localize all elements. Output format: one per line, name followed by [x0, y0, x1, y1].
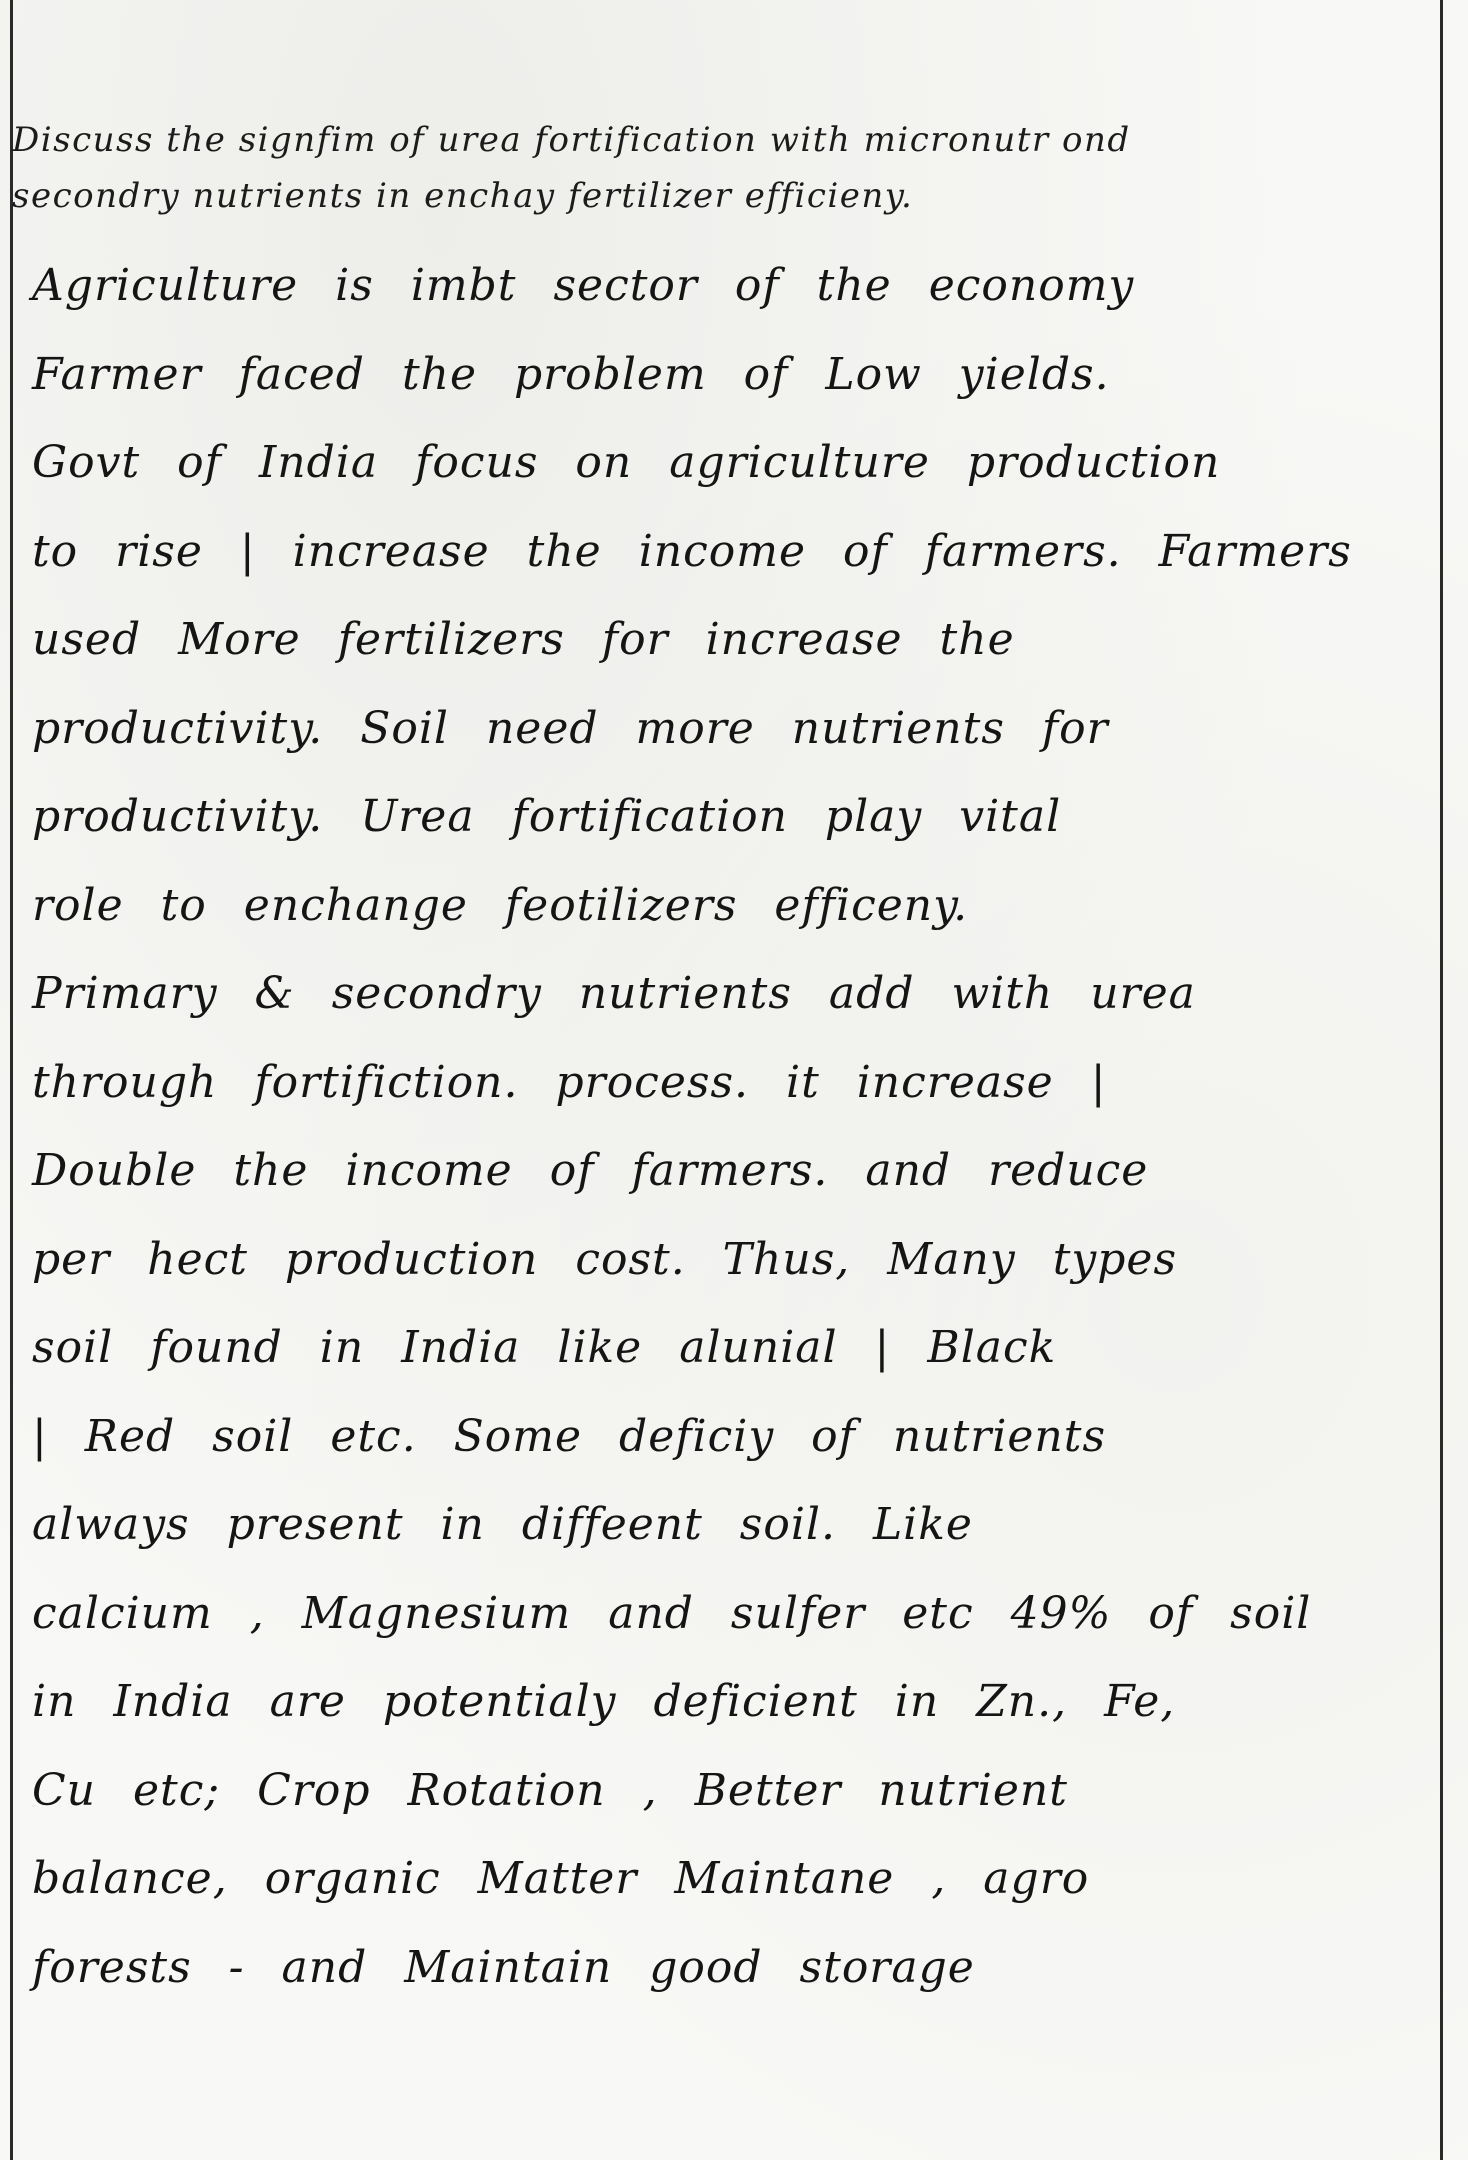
right-margin-line — [1440, 0, 1443, 2160]
answer-line: in India are potentialy deficient in Zn., Fe, — [32, 1676, 1176, 1727]
answer-line: calcium , Magnesium and sulfer etc 49% of soil — [32, 1587, 1312, 1639]
answer-line: balance, organic Matter Maintane , agro — [32, 1853, 1090, 1904]
answer-line: | Red soil etc. Some deficiy of nutrients — [32, 1410, 1107, 1462]
answer-line: Primary & secondry nutrients add with urea — [32, 968, 1196, 1019]
answer-line: forests - and Maintain good storage — [32, 1941, 975, 1993]
answer-line: always present in diffeent soil. Like — [32, 1499, 973, 1550]
answer-line: Agriculture is imbt sector of the economy — [32, 260, 1135, 311]
answer-line: used More fertilizers for increase the — [32, 614, 1015, 665]
answer-line: productivity. Urea fortification play vital — [32, 791, 1062, 842]
answer-line: Cu etc; Crop Rotation , Better nutrient — [32, 1764, 1068, 1816]
question-line: Discuss the signfim of urea fortification with micronutr ond — [12, 120, 1131, 160]
answer-line: Govt of India focus on agriculture production — [32, 437, 1221, 488]
answer-line: Double the income of farmers. and reduce — [32, 1145, 1149, 1196]
question-line: secondry nutrients in enchay fertilizer efficieny. — [12, 176, 914, 216]
answer-line: Farmer faced the problem of Low yields. — [32, 348, 1110, 400]
answer-line: through fortifiction. process. it increase | — [32, 1056, 1107, 1108]
answer-block — [12, 242, 1432, 2012]
question-block — [12, 112, 1432, 224]
answer-line: productivity. Soil need more nutrients for — [32, 702, 1109, 754]
answer-line: to rise | increase the income of farmers. Farmers — [32, 525, 1352, 577]
answer-line: soil found in India like alunial | Black — [32, 1322, 1057, 1373]
handwritten-text — [12, 112, 1432, 2012]
answer-line: role to enchange feotilizers efficeny. — [32, 879, 969, 931]
answer-line: per hect production cost. Thus, Many types — [32, 1233, 1178, 1285]
